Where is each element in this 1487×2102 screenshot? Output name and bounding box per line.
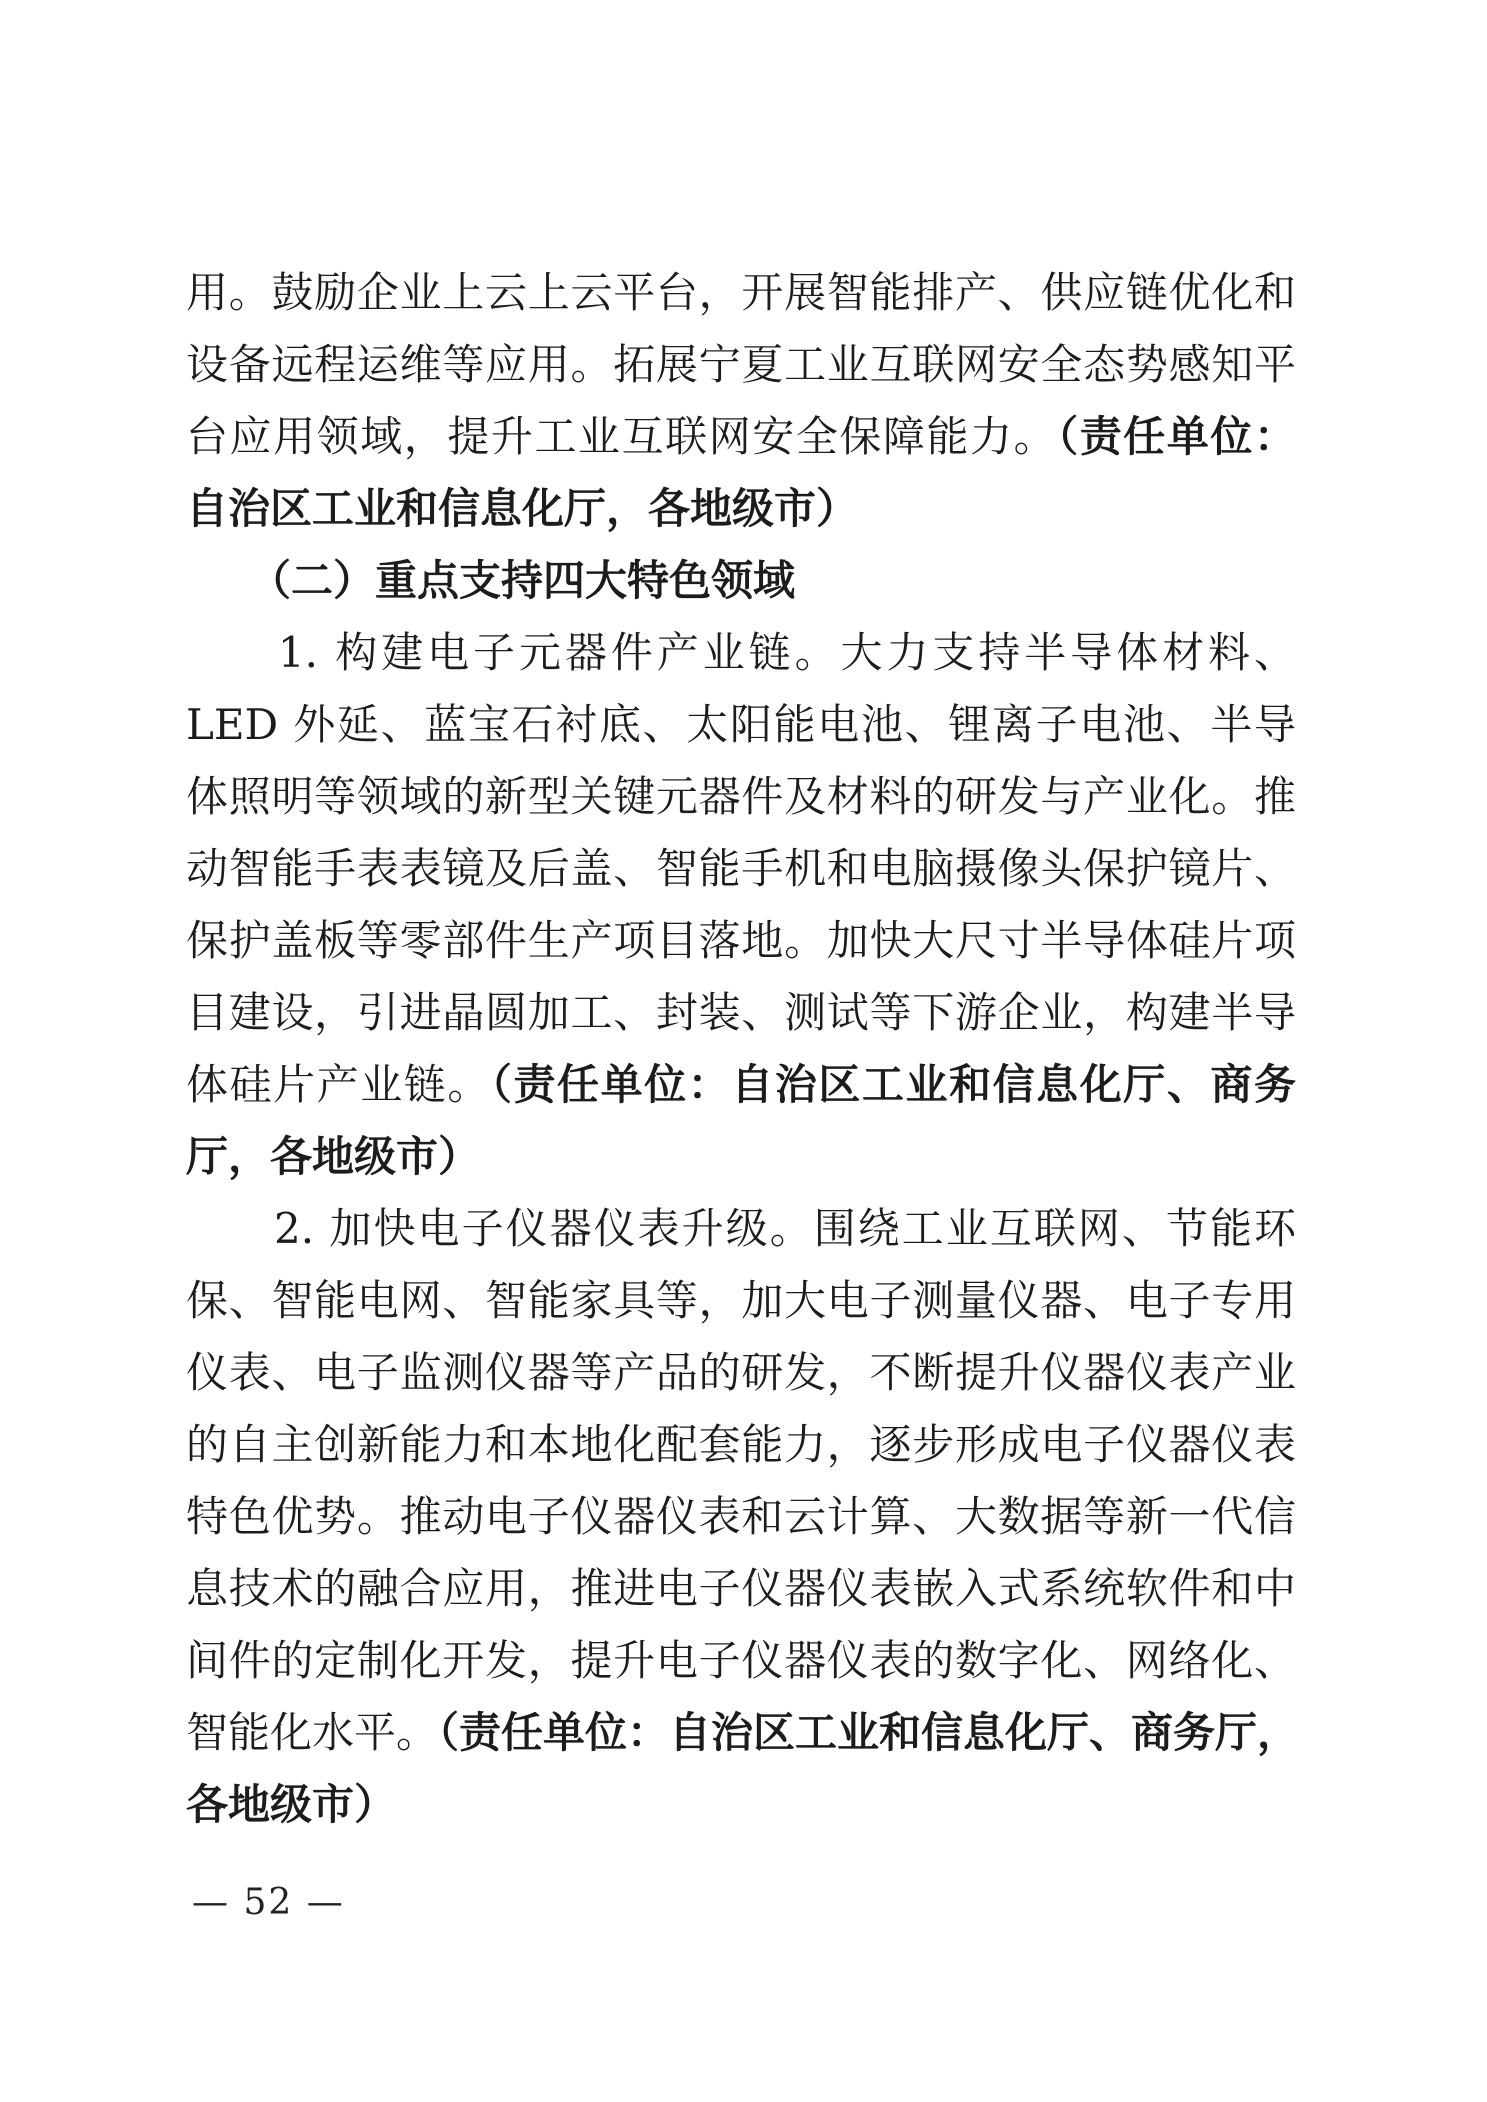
text-segment: 的自主创新能力和本地化配套能力，逐步形成电子仪器仪表 [186, 1420, 1296, 1469]
text-line [186, 1625, 1296, 1697]
text-line [186, 1121, 1296, 1193]
text-segment: 保、智能电网、智能家具等，加大电子测量仪器、电子专用 [186, 1276, 1296, 1325]
bold-text-segment: 各地级市） [186, 1780, 397, 1829]
text-line [186, 329, 1296, 401]
text-line [186, 1049, 1296, 1121]
bold-text-segment: 自治区工业和信息化厅，各地级市） [186, 484, 859, 533]
text-line [186, 905, 1296, 977]
bold-text-segment: 厅，各地级市） [186, 1132, 481, 1181]
text-segment: 特色优势。推动电子仪器仪表和云计算、大数据等新一代信 [186, 1492, 1296, 1541]
text-line [186, 761, 1296, 833]
text-segment: 体照明等领域的新型关键元器件及材料的研发与产业化。推 [186, 772, 1296, 821]
text-segment: 1. 构建电子元器件产业链。大力支持半导体材料、 [186, 628, 1296, 677]
text-line [186, 1409, 1296, 1481]
text-segment: 动智能手表表镜及后盖、智能手机和电脑摄像头保护镜片、 [186, 844, 1296, 893]
text-segment: LED 外延、蓝宝石衬底、太阳能电池、锂离子电池、半导 [186, 700, 1296, 749]
bold-text-segment: （责任单位： [1057, 412, 1296, 461]
bold-text-segment: （二）重点支持四大特色领域 [186, 556, 796, 605]
section-heading [186, 545, 1296, 617]
text-line [186, 1697, 1300, 1769]
paragraph [186, 1193, 1300, 1841]
text-line [186, 689, 1296, 761]
text-segment: 保护盖板等零部件生产项目落地。加快大尺寸半导体硅片项 [186, 916, 1296, 965]
text-segment: 智能化水平。 [186, 1708, 439, 1757]
text-line [186, 833, 1296, 905]
document-body [186, 257, 1300, 1841]
text-segment: 体硅片产业链。 [186, 1060, 491, 1109]
text-line [186, 257, 1296, 329]
text-line [186, 1337, 1296, 1409]
text-line [186, 617, 1296, 689]
text-line [186, 545, 1296, 617]
text-line [186, 1193, 1296, 1265]
text-line [186, 1553, 1296, 1625]
text-segment: 台应用领域，提升工业互联网安全保障能力。 [186, 412, 1058, 461]
text-segment: 目建设，引进晶圆加工、封装、测试等下游企业，构建半导 [186, 988, 1296, 1037]
text-line [186, 401, 1296, 473]
text-line [186, 1265, 1296, 1337]
text-segment: 息技术的融合应用，推进电子仪器仪表嵌入式系统软件和中 [186, 1564, 1296, 1613]
text-line [186, 977, 1296, 1049]
text-line [186, 473, 1296, 545]
text-segment: 2. 加快电子仪器仪表升级。围绕工业互联网、节能环 [186, 1204, 1296, 1253]
text-segment: 间件的定制化开发，提升电子仪器仪表的数字化、网络化、 [186, 1636, 1296, 1685]
text-segment: 用。鼓励企业上云上云平台，开展智能排产、供应链优化和 [186, 268, 1296, 317]
paragraph [186, 617, 1296, 1193]
paragraph [186, 257, 1296, 545]
page-number: — 52 — [192, 1882, 345, 1923]
bold-text-segment: （责任单位：自治区工业和信息化厅、商务厅， [438, 1708, 1300, 1757]
text-segment: 仪表、电子监测仪器等产品的研发，不断提升仪器仪表产业 [186, 1348, 1296, 1397]
text-line [186, 1481, 1296, 1553]
text-line [186, 1769, 1296, 1841]
text-segment: 设备远程运维等应用。拓展宁夏工业互联网安全态势感知平 [186, 340, 1296, 389]
bold-text-segment: （责任单位：自治区工业和信息化厅、商务 [490, 1060, 1296, 1109]
